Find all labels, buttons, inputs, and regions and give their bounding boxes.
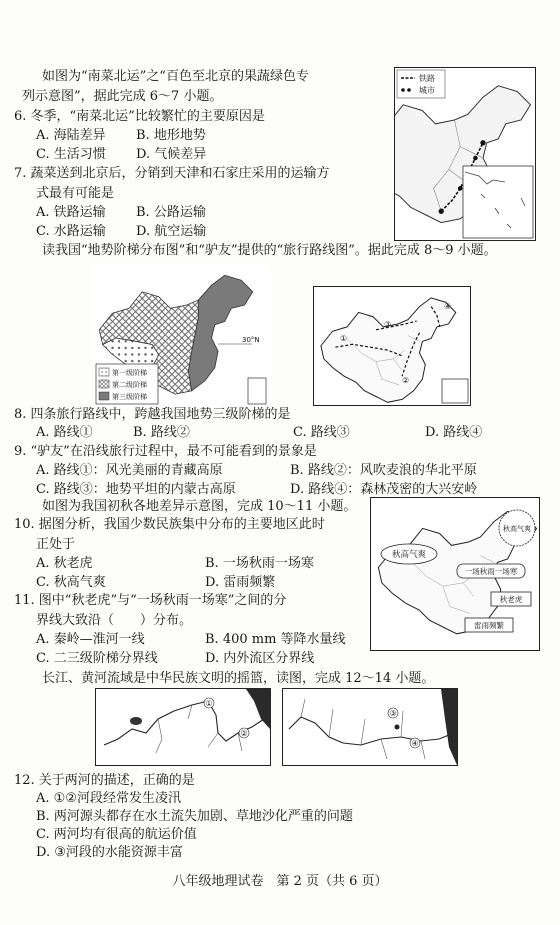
q9-option-d: D. 路线④：森林茂密的大兴安岭 [290,482,478,497]
legend-first-step-label: 第一级阶梯 [112,369,147,377]
sea-area [441,689,457,765]
q8-stem: 8. 四条旅行路线中，跨越我国地势三级阶梯的是 [14,407,291,422]
yellow-river-mainstream [104,701,264,745]
city-dot [480,140,485,145]
tributaries [301,699,425,759]
q10-option-d: D. 雷雨频繁 [205,575,276,590]
q8-option-c: C. 路线③ [293,425,350,440]
q11-option-d: D. 内外流区分界线 [205,651,315,666]
legend-third-step-label: 第三级阶梯 [112,393,147,401]
tributaries [156,705,242,753]
q6-stem: 6. 冬季，“南菜北运”比较繁忙的主要原因是 [14,109,265,124]
q9-option-b: B. 路线②：风吹麦浪的华北平原 [290,463,477,478]
dam-dot [395,725,400,730]
south-china-sea-inset [463,166,533,238]
third-step-region [188,275,252,391]
yellow-river-map [95,688,271,766]
q7-stem-line1: 7. 蔬菜送到北京后，分销到天津和石家庄采用的运输方 [14,166,330,181]
railway-map-svg [395,68,535,240]
legend-city-symbol [407,88,411,92]
q11-option-a: A. 秦岭—淮河一线 [36,632,145,647]
intro-10-11: 如图为我国初秋各地差异示意图，完成 10～11 小题。 [42,499,357,514]
segment-2-label: ② [240,729,248,738]
south-china-sea-inset [442,379,468,403]
q6-option-c: C. 生活习惯 [36,147,106,162]
segment-3-label: ③ [389,709,397,718]
autumn-difference-map-svg [371,498,539,650]
city-dot [458,186,463,191]
city-dot [439,209,444,214]
segment-4-label: ④ [411,739,419,748]
legend-railway-label: 铁路 [419,74,435,83]
intro-6-7-line1: 如图为“南菜北运”之“百色至北京的果蔬绿色专 [42,69,309,84]
yangtze-river-map [282,688,458,766]
terrain-steps-map-svg [92,266,270,410]
legend-city-label: 城市 [419,86,435,95]
segment-1-label: ① [205,699,213,708]
terrain-steps-map [92,266,270,410]
q8-option-a: A. 路线① [36,425,93,440]
q10-stem-line1: 10. 据图分析，我国少数民族集中分布的主要地区此时 [14,517,325,532]
west-climate-label: 秋高气爽 [391,550,427,560]
northeast-climate-label: 秋高气爽 [503,525,531,533]
q10-option-b: B. 一场秋雨一场寒 [205,556,314,571]
central-climate-label: 一场秋雨一场寒 [464,567,518,576]
q7-option-d: D. 航空运输 [136,224,207,239]
lake-shape [130,717,142,725]
q7-option-a: A. 铁路运输 [36,205,106,220]
q11-option-c: C. 二三级阶梯分界线 [36,651,158,666]
q9-option-c: C. 路线③：地势平坦的内蒙古高原 [36,482,236,497]
q7-option-b: B. 公路运输 [136,205,206,220]
q11-stem-line1: 11. 图中“秋老虎”与“一场秋雨一场寒”之间的分 [14,593,287,608]
legend-second-step-swatch [99,380,109,388]
q7-option-c: C. 水路运输 [36,224,106,239]
q6-option-a: A. 海陆差异 [36,128,106,143]
city-dot [473,156,478,161]
q7-stem-line2: 式最有可能是 [36,186,115,201]
q9-option-a: A. 路线①：风光美丽的青藏高原 [36,463,223,478]
q12-option-b: B. 两河源头都存在水土流失加剧、草地沙化严重的问题 [36,809,353,824]
intro-8-9: 读我国“地势阶梯分布图”和“驴友”提供的“旅行路线图”。据此完成 8～9 小题。 [42,243,497,258]
autumn-difference-map [370,497,540,651]
route-4-label: ④ [444,302,452,311]
q12-option-a: A. ①②河段经常发生凌汛 [36,791,181,806]
route-3-label: ③ [384,320,392,329]
legend-first-step-swatch [99,368,109,376]
intro-12-14: 长江、黄河流域是中华民族文明的摇篮，读图，完成 12～14 小题。 [42,671,435,686]
q6-option-b: B. 地形地势 [136,128,206,143]
q12-option-c: C. 两河均有很高的航运价值 [36,827,197,842]
q10-option-c: C. 秋高气爽 [36,575,106,590]
q12-option-d: D. ③河段的水能资源丰富 [36,845,183,860]
travel-route-map-svg [314,287,470,405]
page-footer: 八年级地理试卷 第 2 页（共 6 页） [172,874,388,889]
route-1-label: ① [340,334,348,343]
latitude-label: 30°N [242,336,260,344]
q8-option-b: B. 路线② [133,425,190,440]
travel-route-map [313,286,471,406]
q11-option-b: B. 400 mm 等降水量线 [205,632,346,647]
q10-option-a: A. 秋老虎 [36,556,93,571]
q11-stem-line2: 界线大致沿（ ）分布。 [36,613,193,628]
southeast-climate-label: 秋老虎 [499,595,523,604]
legend-city-symbol [401,88,405,92]
q9-stem: 9. “驴友”在沿线旅行过程中，最不可能看到的景象是 [14,444,317,459]
route-2-label: ② [402,376,410,385]
yellow-river-map-svg [96,689,270,765]
q12-stem: 12. 关于两河的描述，正确的是 [14,773,195,788]
yangtze-river-map-svg [283,689,457,765]
south-china-sea-inset [248,378,266,404]
q10-stem-line2: 正处于 [36,537,76,552]
q6-option-d: D. 气候差异 [136,147,207,162]
yangtze-river-mainstream [289,717,449,745]
china-outline [321,298,456,402]
south-climate-label: 雷雨频繁 [474,621,504,630]
intro-6-7-line2: 列示意图”，据此完成 6～7 小题。 [22,89,223,104]
legend-second-step-label: 第二级阶梯 [112,381,147,389]
q8-option-d: D. 路线④ [425,425,483,440]
legend-third-step-swatch [99,392,109,400]
railway-map [394,67,536,241]
